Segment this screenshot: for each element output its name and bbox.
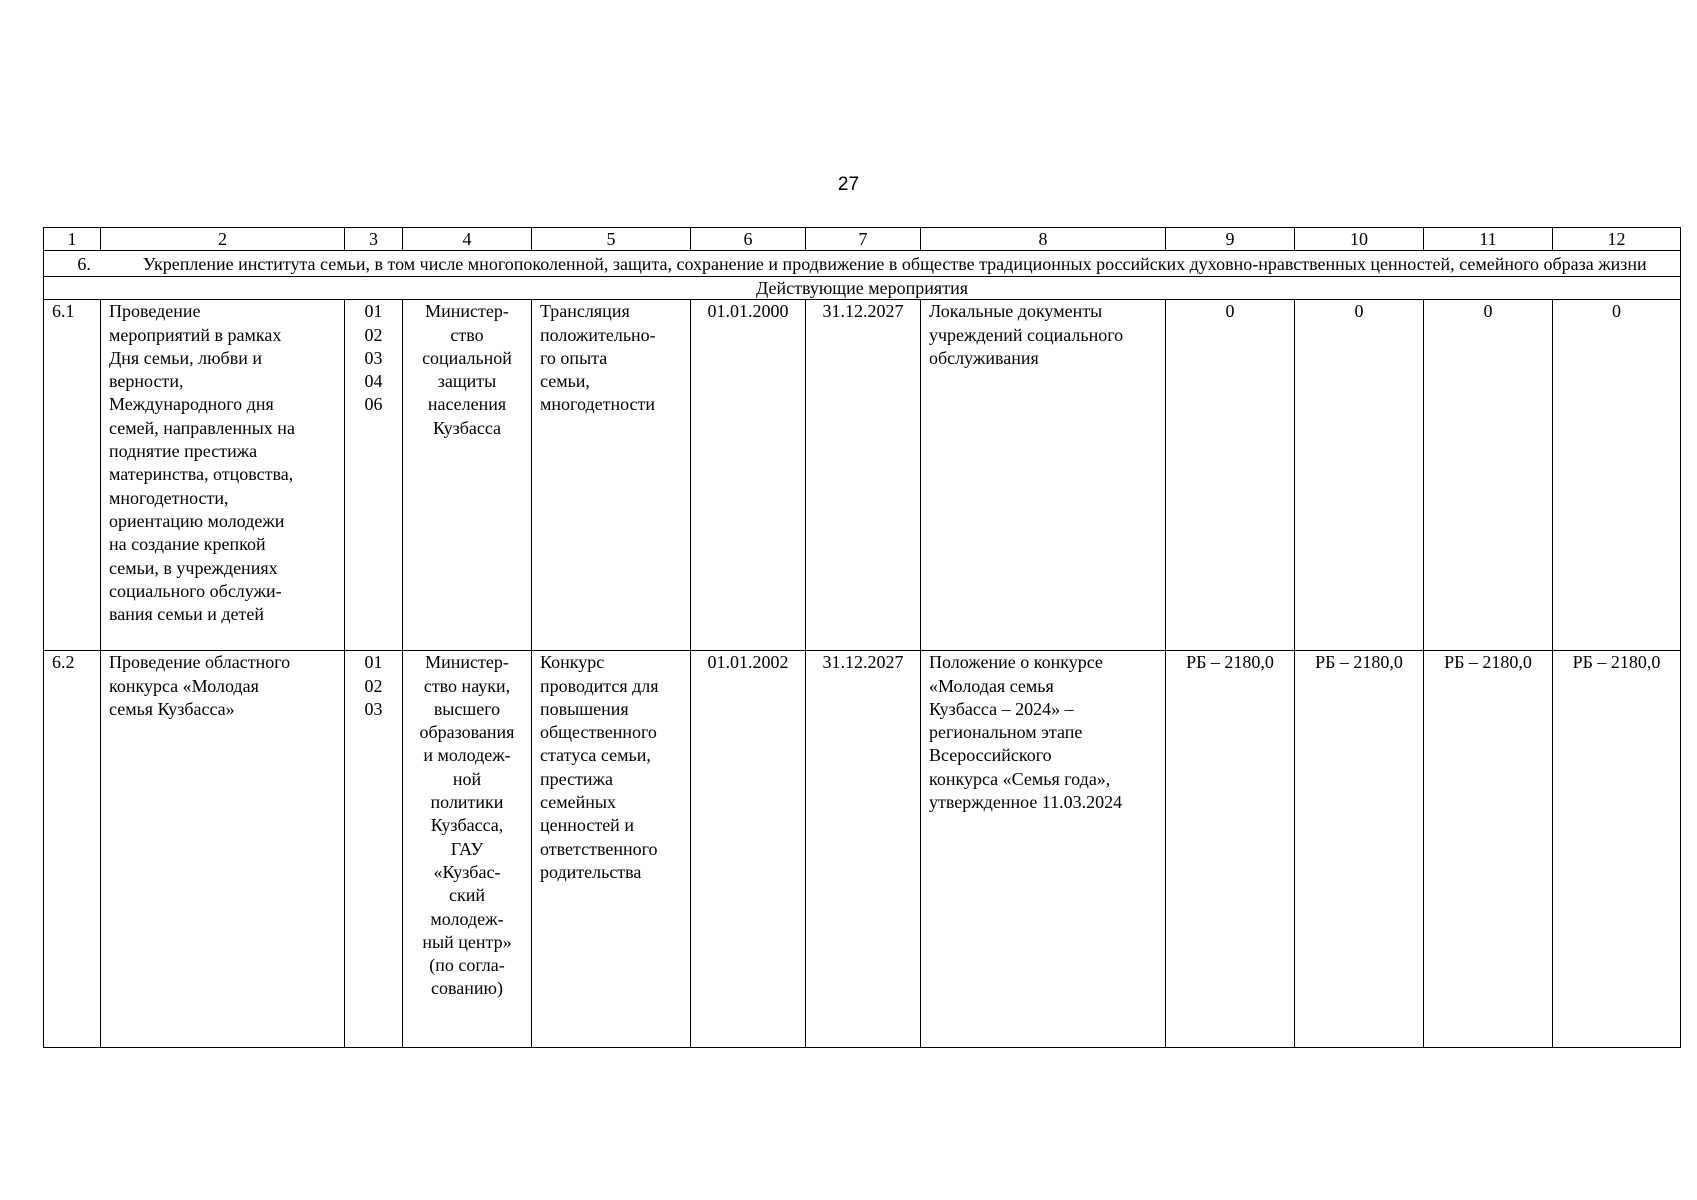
- task-codes: 01 02 03: [345, 651, 403, 1048]
- measure-name: Проведение мероприятий в рамках Дня семьи, любви и верности, Международного дня семей, направленных на поднятие престижа материнства, отцовства, многодетности, ориентацию молодежи на создание крепкой семьи, в учреждениях социального обслужи- вания семьи и детей: [101, 300, 345, 651]
- funding-col-10: РБ – 2180,0: [1295, 651, 1424, 1048]
- start-date: 01.01.2002: [691, 651, 806, 1048]
- regulatory-documents: Локальные документы учреждений социального обслуживания: [921, 300, 1166, 651]
- column-number: 3: [345, 228, 403, 251]
- column-number: 5: [532, 228, 691, 251]
- subsection-row: [44, 277, 1681, 300]
- task-codes: 01 02 03 04 06: [345, 300, 403, 651]
- section-heading: [54, 253, 1670, 276]
- column-number: 6: [691, 228, 806, 251]
- section-number: 6.: [77, 254, 91, 274]
- row-number: 6.1: [44, 300, 101, 651]
- column-number: 12: [1553, 228, 1681, 251]
- column-number: 2: [101, 228, 345, 251]
- measure-name: Проведение областного конкурса «Молодая семья Кузбасса»: [101, 651, 345, 1048]
- column-number: 7: [806, 228, 921, 251]
- funding-col-9: РБ – 2180,0: [1166, 651, 1295, 1048]
- executor: Министер- ство науки, высшего образования и молодеж- ной политики Кузбасса, ГАУ «Кузбас- ский молодеж- ный центр» (по согла- сованию): [403, 651, 532, 1048]
- start-date: 01.01.2000: [691, 300, 806, 651]
- column-number: 1: [44, 228, 101, 251]
- subsection-title: Действующие мероприятия: [44, 277, 1681, 300]
- regulatory-documents: Положение о конкурсе «Молодая семья Кузбасса – 2024» – региональном этапе Всероссийского конкурса «Семья года», утвержденное 11.03.2024: [921, 651, 1166, 1048]
- column-number: 9: [1166, 228, 1295, 251]
- end-date: 31.12.2027: [806, 651, 921, 1048]
- funding-col-12: РБ – 2180,0: [1553, 651, 1681, 1048]
- column-number-row: [44, 228, 1681, 251]
- section-row: [44, 251, 1681, 277]
- funding-col-9: 0: [1166, 300, 1295, 651]
- end-date: 31.12.2027: [806, 300, 921, 651]
- column-number: 8: [921, 228, 1166, 251]
- row-number: 6.2: [44, 651, 101, 1048]
- measures-table: [43, 227, 1681, 1048]
- table-row: [44, 300, 1681, 651]
- executor: Министер- ство социальной защиты населения Кузбасса: [403, 300, 532, 651]
- section-cell: [44, 251, 1681, 277]
- funding-col-12: 0: [1553, 300, 1681, 651]
- funding-col-11: 0: [1424, 300, 1553, 651]
- expected-result: Трансляция положительно- го опыта семьи, многодетности: [532, 300, 691, 651]
- funding-col-10: 0: [1295, 300, 1424, 651]
- expected-result: Конкурс проводится для повышения общественного статуса семьи, престижа семейных ценностей и ответственного родительства: [532, 651, 691, 1048]
- column-number: 10: [1295, 228, 1424, 251]
- page-number: 27: [837, 174, 860, 195]
- table-row: [44, 651, 1681, 1048]
- column-number: 4: [403, 228, 532, 251]
- column-number: 11: [1424, 228, 1553, 251]
- section-title: Укрепление института семьи, в том числе многопоколенной, защита, сохранение и продвижение в обществе традиционных российских духовно-нравственных ценностей, семейного образа жизни: [142, 254, 1647, 274]
- funding-col-11: РБ – 2180,0: [1424, 651, 1553, 1048]
